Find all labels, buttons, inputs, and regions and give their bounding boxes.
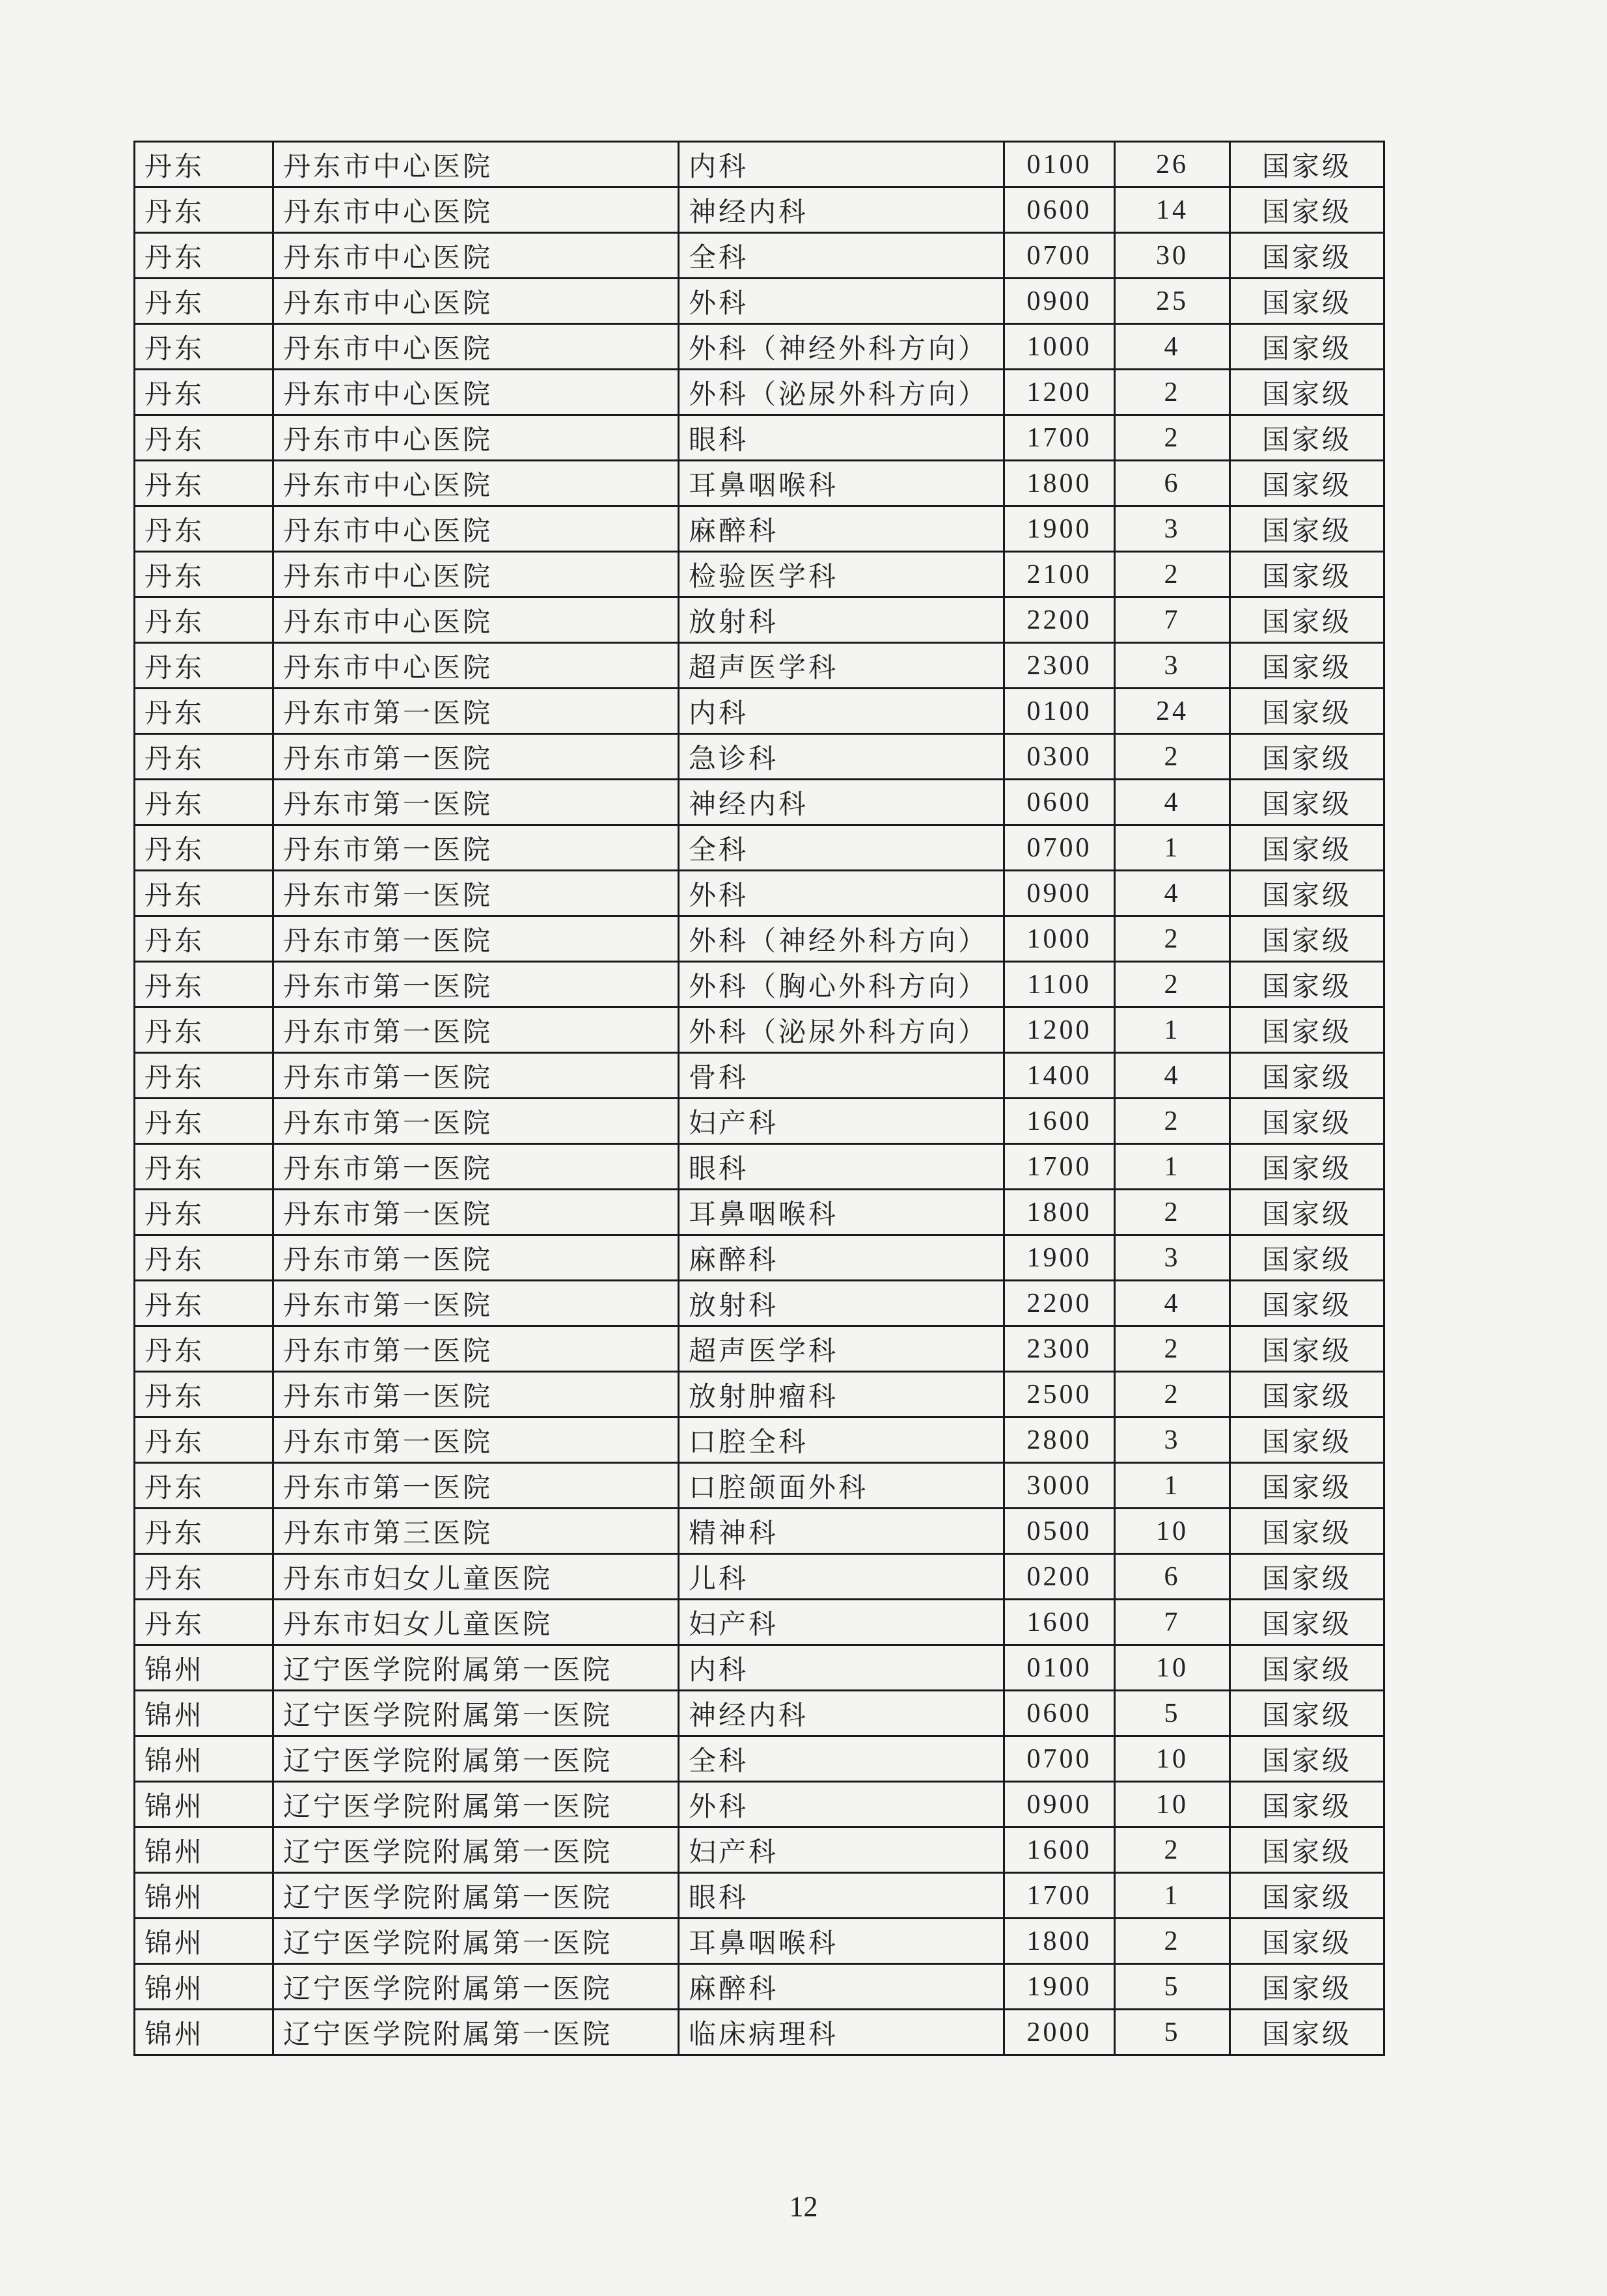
table-row	[135, 1281, 1384, 1326]
code-cell: 1800	[1004, 461, 1115, 506]
department-cell: 放射肿瘤科	[679, 1372, 1004, 1417]
table-row	[135, 1691, 1384, 1736]
department-cell: 妇产科	[679, 1600, 1004, 1645]
code-cell: 0300	[1004, 734, 1115, 780]
count-cell: 1	[1115, 825, 1230, 871]
table-row	[135, 1919, 1384, 1964]
department-cell: 神经内科	[679, 780, 1004, 825]
level-cell: 国家级	[1230, 1326, 1384, 1372]
count-cell: 1	[1115, 1007, 1230, 1053]
count-cell: 4	[1115, 780, 1230, 825]
level-cell: 国家级	[1230, 871, 1384, 916]
city-cell: 丹东	[135, 461, 273, 506]
city-cell: 丹东	[135, 1417, 273, 1463]
level-cell: 国家级	[1230, 780, 1384, 825]
hospital-cell: 丹东市妇女儿童医院	[273, 1600, 679, 1645]
city-cell: 丹东	[135, 1326, 273, 1372]
table-row	[135, 506, 1384, 552]
table-row	[135, 1645, 1384, 1691]
department-cell: 麻醉科	[679, 506, 1004, 552]
table-row	[135, 1190, 1384, 1235]
code-cell: 0700	[1004, 825, 1115, 871]
code-cell: 2000	[1004, 2010, 1115, 2055]
code-cell: 1700	[1004, 1873, 1115, 1919]
level-cell: 国家级	[1230, 187, 1384, 233]
city-cell: 锦州	[135, 1691, 273, 1736]
department-cell: 外科	[679, 1782, 1004, 1827]
department-cell: 口腔全科	[679, 1417, 1004, 1463]
city-cell: 丹东	[135, 916, 273, 962]
count-cell: 2	[1115, 552, 1230, 597]
code-cell: 0500	[1004, 1509, 1115, 1554]
level-cell: 国家级	[1230, 1964, 1384, 2010]
code-cell: 0600	[1004, 780, 1115, 825]
count-cell: 24	[1115, 689, 1230, 734]
city-cell: 丹东	[135, 1281, 273, 1326]
table-row	[135, 825, 1384, 871]
code-cell: 2100	[1004, 552, 1115, 597]
table-row	[135, 1463, 1384, 1509]
level-cell: 国家级	[1230, 689, 1384, 734]
level-cell: 国家级	[1230, 734, 1384, 780]
code-cell: 1900	[1004, 1235, 1115, 1281]
department-cell: 外科（胸心外科方向）	[679, 962, 1004, 1007]
department-cell: 妇产科	[679, 1827, 1004, 1873]
count-cell: 4	[1115, 871, 1230, 916]
table-row	[135, 279, 1384, 324]
department-cell: 外科（泌尿外科方向）	[679, 370, 1004, 415]
department-cell: 内科	[679, 1645, 1004, 1691]
hospital-cell: 丹东市中心医院	[273, 461, 679, 506]
hospital-cell: 丹东市第一医院	[273, 780, 679, 825]
city-cell: 丹东	[135, 1099, 273, 1144]
level-cell: 国家级	[1230, 324, 1384, 370]
count-cell: 4	[1115, 324, 1230, 370]
hospital-cell: 辽宁医学院附属第一医院	[273, 2010, 679, 2055]
level-cell: 国家级	[1230, 1235, 1384, 1281]
code-cell: 1000	[1004, 324, 1115, 370]
department-cell: 麻醉科	[679, 1235, 1004, 1281]
department-cell: 眼科	[679, 415, 1004, 461]
table-row	[135, 1554, 1384, 1600]
hospital-cell: 丹东市第一医院	[273, 962, 679, 1007]
code-cell: 0200	[1004, 1554, 1115, 1600]
code-cell: 2200	[1004, 1281, 1115, 1326]
hospital-cell: 丹东市第一医院	[273, 734, 679, 780]
hospital-cell: 丹东市中心医院	[273, 279, 679, 324]
table-row	[135, 2010, 1384, 2055]
table-row	[135, 187, 1384, 233]
count-cell: 10	[1115, 1782, 1230, 1827]
hospital-cell: 丹东市中心医院	[273, 370, 679, 415]
hospital-cell: 丹东市中心医院	[273, 597, 679, 643]
city-cell: 丹东	[135, 734, 273, 780]
department-cell: 急诊科	[679, 734, 1004, 780]
count-cell: 26	[1115, 142, 1230, 187]
hospital-cell: 丹东市第三医院	[273, 1509, 679, 1554]
city-cell: 锦州	[135, 1736, 273, 1782]
hospital-cell: 丹东市中心医院	[273, 415, 679, 461]
count-cell: 2	[1115, 370, 1230, 415]
code-cell: 1200	[1004, 1007, 1115, 1053]
level-cell: 国家级	[1230, 1827, 1384, 1873]
level-cell: 国家级	[1230, 506, 1384, 552]
code-cell: 0700	[1004, 1736, 1115, 1782]
table-row	[135, 689, 1384, 734]
table-row	[135, 1964, 1384, 2010]
hospital-cell: 辽宁医学院附属第一医院	[273, 1873, 679, 1919]
code-cell: 0600	[1004, 187, 1115, 233]
level-cell: 国家级	[1230, 1554, 1384, 1600]
hospital-cell: 丹东市第一医院	[273, 1372, 679, 1417]
level-cell: 国家级	[1230, 597, 1384, 643]
department-cell: 口腔颌面外科	[679, 1463, 1004, 1509]
department-cell: 全科	[679, 1736, 1004, 1782]
department-cell: 麻醉科	[679, 1964, 1004, 2010]
level-cell: 国家级	[1230, 552, 1384, 597]
hospital-cell: 丹东市第一医院	[273, 1235, 679, 1281]
level-cell: 国家级	[1230, 1645, 1384, 1691]
table-row	[135, 324, 1384, 370]
code-cell: 2200	[1004, 597, 1115, 643]
city-cell: 丹东	[135, 643, 273, 689]
count-cell: 2	[1115, 1372, 1230, 1417]
hospital-cell: 丹东市第一医院	[273, 1190, 679, 1235]
table-row	[135, 415, 1384, 461]
base-quota-table	[133, 141, 1385, 2056]
table-row	[135, 780, 1384, 825]
department-cell: 放射科	[679, 597, 1004, 643]
table-row	[135, 1326, 1384, 1372]
code-cell: 0600	[1004, 1691, 1115, 1736]
count-cell: 25	[1115, 279, 1230, 324]
count-cell: 2	[1115, 1190, 1230, 1235]
level-cell: 国家级	[1230, 1281, 1384, 1326]
table-row	[135, 1235, 1384, 1281]
count-cell: 3	[1115, 1235, 1230, 1281]
table-row	[135, 233, 1384, 279]
city-cell: 丹东	[135, 689, 273, 734]
code-cell: 0100	[1004, 689, 1115, 734]
department-cell: 眼科	[679, 1144, 1004, 1190]
hospital-cell: 丹东市第一医院	[273, 1007, 679, 1053]
city-cell: 丹东	[135, 1053, 273, 1099]
department-cell: 临床病理科	[679, 2010, 1004, 2055]
city-cell: 丹东	[135, 1190, 273, 1235]
level-cell: 国家级	[1230, 370, 1384, 415]
count-cell: 2	[1115, 1326, 1230, 1372]
hospital-cell: 辽宁医学院附属第一医院	[273, 1691, 679, 1736]
code-cell: 2300	[1004, 643, 1115, 689]
count-cell: 2	[1115, 1919, 1230, 1964]
city-cell: 丹东	[135, 1600, 273, 1645]
count-cell: 6	[1115, 1554, 1230, 1600]
hospital-cell: 丹东市中心医院	[273, 643, 679, 689]
code-cell: 0900	[1004, 279, 1115, 324]
city-cell: 丹东	[135, 370, 273, 415]
department-cell: 放射科	[679, 1281, 1004, 1326]
department-cell: 耳鼻咽喉科	[679, 461, 1004, 506]
city-cell: 丹东	[135, 780, 273, 825]
count-cell: 10	[1115, 1509, 1230, 1554]
count-cell: 2	[1115, 734, 1230, 780]
hospital-cell: 辽宁医学院附属第一医院	[273, 1645, 679, 1691]
level-cell: 国家级	[1230, 1463, 1384, 1509]
code-cell: 0100	[1004, 142, 1115, 187]
department-cell: 检验医学科	[679, 552, 1004, 597]
city-cell: 丹东	[135, 279, 273, 324]
table-row	[135, 142, 1384, 187]
code-cell: 1900	[1004, 1964, 1115, 2010]
code-cell: 0700	[1004, 233, 1115, 279]
table-row	[135, 370, 1384, 415]
table-row	[135, 1509, 1384, 1554]
department-cell: 外科	[679, 871, 1004, 916]
table-row	[135, 734, 1384, 780]
hospital-cell: 丹东市妇女儿童医院	[273, 1554, 679, 1600]
department-cell: 全科	[679, 825, 1004, 871]
table-row	[135, 552, 1384, 597]
hospital-cell: 丹东市第一医院	[273, 1053, 679, 1099]
code-cell: 0100	[1004, 1645, 1115, 1691]
count-cell: 30	[1115, 233, 1230, 279]
city-cell: 丹东	[135, 1372, 273, 1417]
count-cell: 1	[1115, 1873, 1230, 1919]
department-cell: 外科（神经外科方向）	[679, 916, 1004, 962]
hospital-cell: 丹东市第一医院	[273, 1099, 679, 1144]
hospital-cell: 丹东市中心医院	[273, 233, 679, 279]
table-row	[135, 1827, 1384, 1873]
count-cell: 10	[1115, 1736, 1230, 1782]
department-cell: 神经内科	[679, 1691, 1004, 1736]
department-cell: 外科	[679, 279, 1004, 324]
hospital-cell: 丹东市第一医院	[273, 689, 679, 734]
table-row	[135, 962, 1384, 1007]
department-cell: 耳鼻咽喉科	[679, 1919, 1004, 1964]
code-cell: 1600	[1004, 1600, 1115, 1645]
city-cell: 锦州	[135, 1645, 273, 1691]
count-cell: 5	[1115, 2010, 1230, 2055]
count-cell: 4	[1115, 1053, 1230, 1099]
city-cell: 丹东	[135, 506, 273, 552]
hospital-cell: 丹东市第一医院	[273, 916, 679, 962]
level-cell: 国家级	[1230, 233, 1384, 279]
hospital-cell: 丹东市第一医院	[273, 1463, 679, 1509]
city-cell: 锦州	[135, 2010, 273, 2055]
department-cell: 耳鼻咽喉科	[679, 1190, 1004, 1235]
hospital-cell: 丹东市中心医院	[273, 506, 679, 552]
level-cell: 国家级	[1230, 461, 1384, 506]
code-cell: 1200	[1004, 370, 1115, 415]
level-cell: 国家级	[1230, 1782, 1384, 1827]
count-cell: 2	[1115, 1827, 1230, 1873]
code-cell: 0900	[1004, 1782, 1115, 1827]
table-row	[135, 1600, 1384, 1645]
code-cell: 1600	[1004, 1099, 1115, 1144]
department-cell: 儿科	[679, 1554, 1004, 1600]
count-cell: 6	[1115, 461, 1230, 506]
count-cell: 2	[1115, 1099, 1230, 1144]
code-cell: 1400	[1004, 1053, 1115, 1099]
table-row	[135, 1007, 1384, 1053]
count-cell: 3	[1115, 506, 1230, 552]
hospital-cell: 辽宁医学院附属第一医院	[273, 1964, 679, 2010]
code-cell: 1700	[1004, 415, 1115, 461]
city-cell: 锦州	[135, 1873, 273, 1919]
level-cell: 国家级	[1230, 916, 1384, 962]
city-cell: 丹东	[135, 1144, 273, 1190]
city-cell: 丹东	[135, 871, 273, 916]
department-cell: 外科（泌尿外科方向）	[679, 1007, 1004, 1053]
department-cell: 全科	[679, 233, 1004, 279]
code-cell: 1800	[1004, 1919, 1115, 1964]
city-cell: 丹东	[135, 552, 273, 597]
count-cell: 3	[1115, 1417, 1230, 1463]
department-cell: 内科	[679, 142, 1004, 187]
level-cell: 国家级	[1230, 142, 1384, 187]
level-cell: 国家级	[1230, 415, 1384, 461]
code-cell: 1100	[1004, 962, 1115, 1007]
level-cell: 国家级	[1230, 825, 1384, 871]
city-cell: 丹东	[135, 1463, 273, 1509]
level-cell: 国家级	[1230, 1099, 1384, 1144]
city-cell: 锦州	[135, 1782, 273, 1827]
code-cell: 1000	[1004, 916, 1115, 962]
level-cell: 国家级	[1230, 643, 1384, 689]
level-cell: 国家级	[1230, 1873, 1384, 1919]
hospital-cell: 丹东市第一医院	[273, 1417, 679, 1463]
level-cell: 国家级	[1230, 1919, 1384, 1964]
level-cell: 国家级	[1230, 1372, 1384, 1417]
level-cell: 国家级	[1230, 962, 1384, 1007]
city-cell: 锦州	[135, 1827, 273, 1873]
table-row	[135, 1782, 1384, 1827]
count-cell: 2	[1115, 415, 1230, 461]
city-cell: 锦州	[135, 1964, 273, 2010]
table-row	[135, 1417, 1384, 1463]
table-row	[135, 1372, 1384, 1417]
count-cell: 2	[1115, 962, 1230, 1007]
hospital-cell: 丹东市中心医院	[273, 142, 679, 187]
code-cell: 2500	[1004, 1372, 1115, 1417]
hospital-cell: 丹东市第一医院	[273, 1144, 679, 1190]
table-row	[135, 597, 1384, 643]
hospital-cell: 辽宁医学院附属第一医院	[273, 1782, 679, 1827]
hospital-cell: 丹东市第一医院	[273, 825, 679, 871]
department-cell: 超声医学科	[679, 1326, 1004, 1372]
level-cell: 国家级	[1230, 1509, 1384, 1554]
table-row	[135, 643, 1384, 689]
city-cell: 丹东	[135, 1509, 273, 1554]
department-cell: 妇产科	[679, 1099, 1004, 1144]
department-cell: 精神科	[679, 1509, 1004, 1554]
department-cell: 神经内科	[679, 187, 1004, 233]
code-cell: 1800	[1004, 1190, 1115, 1235]
hospital-cell: 丹东市中心医院	[273, 552, 679, 597]
table-row	[135, 1144, 1384, 1190]
count-cell: 7	[1115, 597, 1230, 643]
hospital-cell: 辽宁医学院附属第一医院	[273, 1919, 679, 1964]
code-cell: 3000	[1004, 1463, 1115, 1509]
department-cell: 骨科	[679, 1053, 1004, 1099]
level-cell: 国家级	[1230, 1417, 1384, 1463]
level-cell: 国家级	[1230, 1144, 1384, 1190]
count-cell: 3	[1115, 643, 1230, 689]
count-cell: 1	[1115, 1144, 1230, 1190]
hospital-cell: 辽宁医学院附属第一医院	[273, 1827, 679, 1873]
level-cell: 国家级	[1230, 1736, 1384, 1782]
code-cell: 1600	[1004, 1827, 1115, 1873]
hospital-cell: 丹东市中心医院	[273, 324, 679, 370]
table-row	[135, 1736, 1384, 1782]
count-cell: 14	[1115, 187, 1230, 233]
city-cell: 丹东	[135, 187, 273, 233]
level-cell: 国家级	[1230, 1600, 1384, 1645]
table-row	[135, 1053, 1384, 1099]
table-row	[135, 916, 1384, 962]
count-cell: 2	[1115, 916, 1230, 962]
city-cell: 丹东	[135, 142, 273, 187]
code-cell: 0900	[1004, 871, 1115, 916]
table-body	[135, 142, 1384, 2055]
hospital-cell: 丹东市第一医院	[273, 871, 679, 916]
code-cell: 2800	[1004, 1417, 1115, 1463]
table-row	[135, 871, 1384, 916]
department-cell: 超声医学科	[679, 643, 1004, 689]
level-cell: 国家级	[1230, 2010, 1384, 2055]
city-cell: 丹东	[135, 1007, 273, 1053]
city-cell: 丹东	[135, 415, 273, 461]
table-row	[135, 1099, 1384, 1144]
department-cell: 外科（神经外科方向）	[679, 324, 1004, 370]
count-cell: 4	[1115, 1281, 1230, 1326]
city-cell: 丹东	[135, 962, 273, 1007]
city-cell: 丹东	[135, 825, 273, 871]
level-cell: 国家级	[1230, 1053, 1384, 1099]
count-cell: 1	[1115, 1463, 1230, 1509]
hospital-cell: 丹东市中心医院	[273, 187, 679, 233]
code-cell: 1900	[1004, 506, 1115, 552]
city-cell: 丹东	[135, 233, 273, 279]
department-cell: 内科	[679, 689, 1004, 734]
level-cell: 国家级	[1230, 1007, 1384, 1053]
table-row	[135, 1873, 1384, 1919]
city-cell: 丹东	[135, 1235, 273, 1281]
city-cell: 丹东	[135, 597, 273, 643]
count-cell: 10	[1115, 1645, 1230, 1691]
page-number: 12	[789, 2191, 818, 2222]
city-cell: 丹东	[135, 324, 273, 370]
hospital-cell: 丹东市第一医院	[273, 1326, 679, 1372]
code-cell: 2300	[1004, 1326, 1115, 1372]
level-cell: 国家级	[1230, 1190, 1384, 1235]
code-cell: 1700	[1004, 1144, 1115, 1190]
count-cell: 5	[1115, 1691, 1230, 1736]
count-cell: 5	[1115, 1964, 1230, 2010]
level-cell: 国家级	[1230, 279, 1384, 324]
city-cell: 丹东	[135, 1554, 273, 1600]
table-row	[135, 461, 1384, 506]
level-cell: 国家级	[1230, 1691, 1384, 1736]
hospital-cell: 丹东市第一医院	[273, 1281, 679, 1326]
department-cell: 眼科	[679, 1873, 1004, 1919]
hospital-cell: 辽宁医学院附属第一医院	[273, 1736, 679, 1782]
count-cell: 7	[1115, 1600, 1230, 1645]
city-cell: 锦州	[135, 1919, 273, 1964]
